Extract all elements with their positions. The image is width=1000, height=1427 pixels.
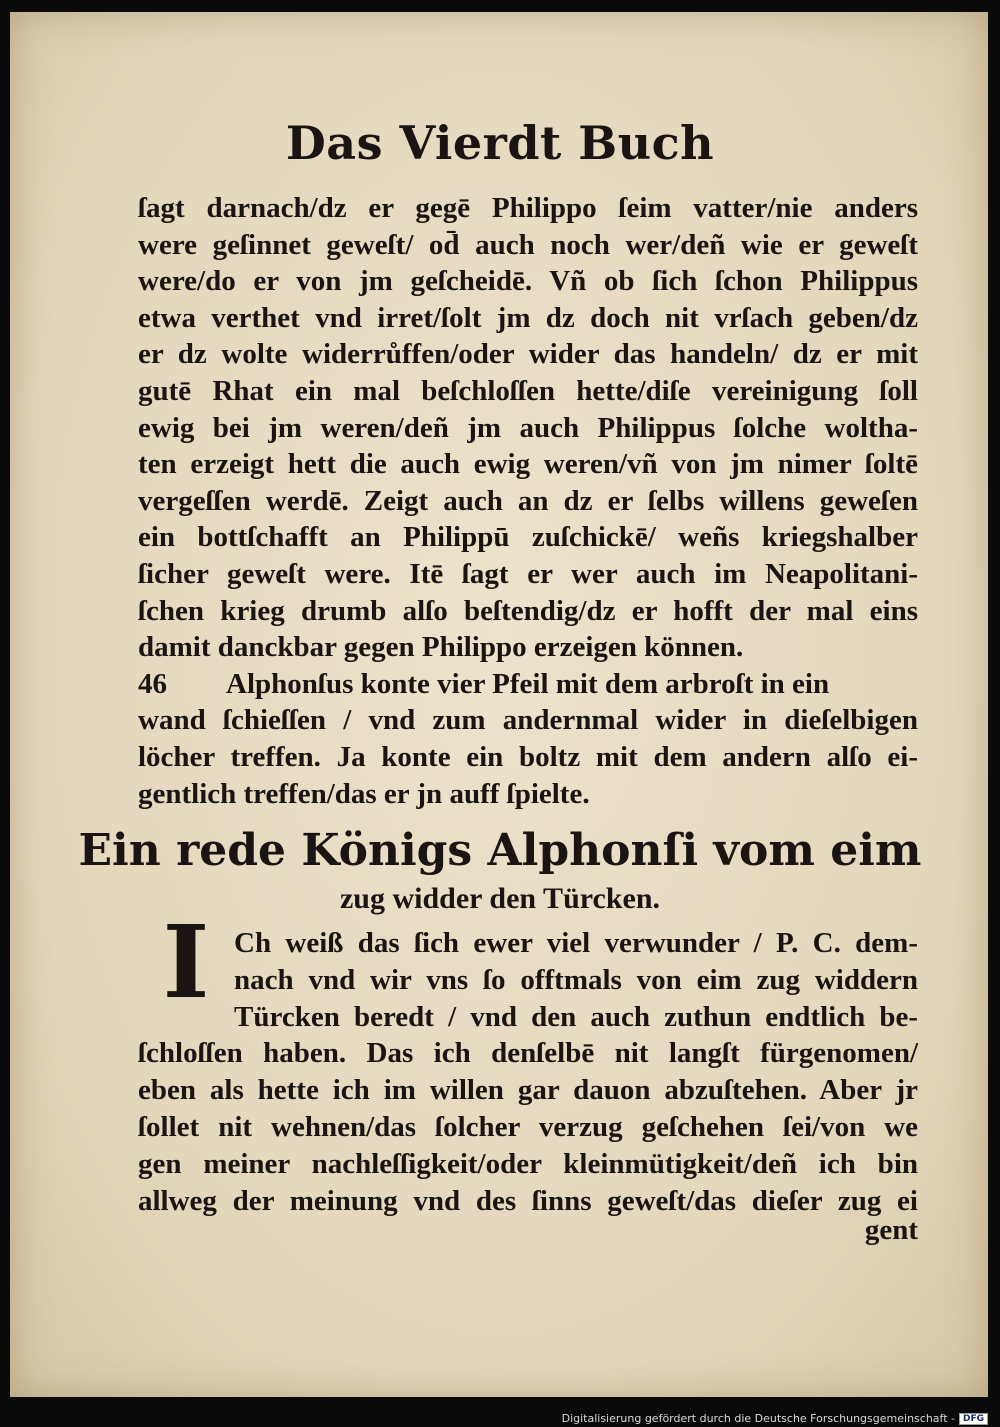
footer-text: Digitalisierung gefördert durch die Deutsche Forschungsgemeinschaft - bbox=[561, 1412, 955, 1425]
item-number: 46 bbox=[138, 667, 167, 700]
dfg-logo: DFG bbox=[959, 1413, 988, 1425]
body-text bbox=[138, 190, 918, 812]
text-line: ſagt darnach/dz er gegē Philippo ſeim vatter/nie anders bbox=[138, 192, 918, 224]
text-line: löcher treffen. Ja konte ein boltz mit dem andern alſo ei- bbox=[138, 740, 918, 773]
digitization-footer bbox=[562, 1412, 988, 1425]
text-line: were geſinnet geweſt/ od̄ auch noch wer/deñ wie er geweſt bbox=[138, 228, 918, 261]
decorated-initial: I bbox=[162, 903, 210, 1021]
text-line: vergeſſen werdē. Zeigt auch an dz er ſelbs willens geweſen bbox=[138, 484, 918, 517]
section-heading: Ein rede Königs Alphonſi vom eim bbox=[78, 825, 922, 876]
section-subheading: zug widder den Türcken. bbox=[339, 882, 661, 915]
text-line: ſchen krieg drumb alſo beſtendig/dz er hofft der mal eins bbox=[138, 594, 918, 627]
text-line: gentlich treffen/das er jn auff ſpielte. bbox=[138, 777, 590, 810]
text-line: allweg der meinung vnd des ſinns geweſt/das dieſer zug ei bbox=[138, 1184, 918, 1217]
text-line: eben als hette ich im willen gar dauon abzuſtehen. Aber jr bbox=[138, 1074, 918, 1107]
text-line: ſicher geweſt were. Itē ſagt er wer auch im Neapolitani- bbox=[138, 557, 918, 590]
numbered-item bbox=[138, 666, 918, 703]
text-line: ewig bei jm weren/deñ jm auch Philippus ſolche woltha- bbox=[138, 411, 918, 444]
text-line: damit danckbar gegen Philippo erzeigen können. bbox=[138, 631, 744, 664]
text-line: ten erzeigt hett die auch ewig weren/vñ von jm nimer ſoltē bbox=[138, 448, 918, 481]
text-line: Alphonſus konte vier Pfeil mit dem arbroſt in ein bbox=[226, 667, 830, 700]
text-line: etwa verthet vnd irret/ſolt jm dz doch nit vrſach geben/dz bbox=[138, 301, 918, 334]
text-line: were/do er von jm geſcheidē. Vñ ob ſich ſchon Philippus bbox=[138, 265, 918, 298]
text-line: Ch weiß das ſich ewer viel verwunder / P. C. dem- bbox=[234, 927, 918, 959]
speech-text bbox=[138, 925, 918, 1219]
text-line: ſchloſſen haben. Das ich denſelbē nit langſt fürgenomen/ bbox=[138, 1037, 918, 1070]
text-line: ein bottſchafft an Philippū zuſchickē/ weñs kriegshalber bbox=[138, 521, 918, 554]
text-line: gen meiner nachleſſigkeit/oder kleinmütigkeit/deñ ich bin bbox=[138, 1147, 918, 1180]
text-line: nach vnd wir vns ſo offtmals von eim zug widdern bbox=[234, 963, 918, 996]
text-line: wand ſchieſſen / vnd zum andernmal wider in dieſelbigen bbox=[138, 704, 918, 737]
catchword: gent bbox=[864, 1214, 918, 1246]
text-line: gutē Rhat ein mal beſchloſſen hette/diſe vereinigung ſoll bbox=[138, 374, 918, 407]
running-head: Das Vierdt Buch bbox=[285, 116, 715, 170]
text-line: ſollet nit wehnen/das ſolcher verzug geſchehen ſei/von we bbox=[138, 1110, 918, 1143]
text-line: Türcken beredt / vnd den auch zuthun endtlich be- bbox=[234, 1000, 918, 1033]
text-line: er dz wolte widerrůffen/oder wider das handeln/ dz er mit bbox=[138, 338, 918, 371]
